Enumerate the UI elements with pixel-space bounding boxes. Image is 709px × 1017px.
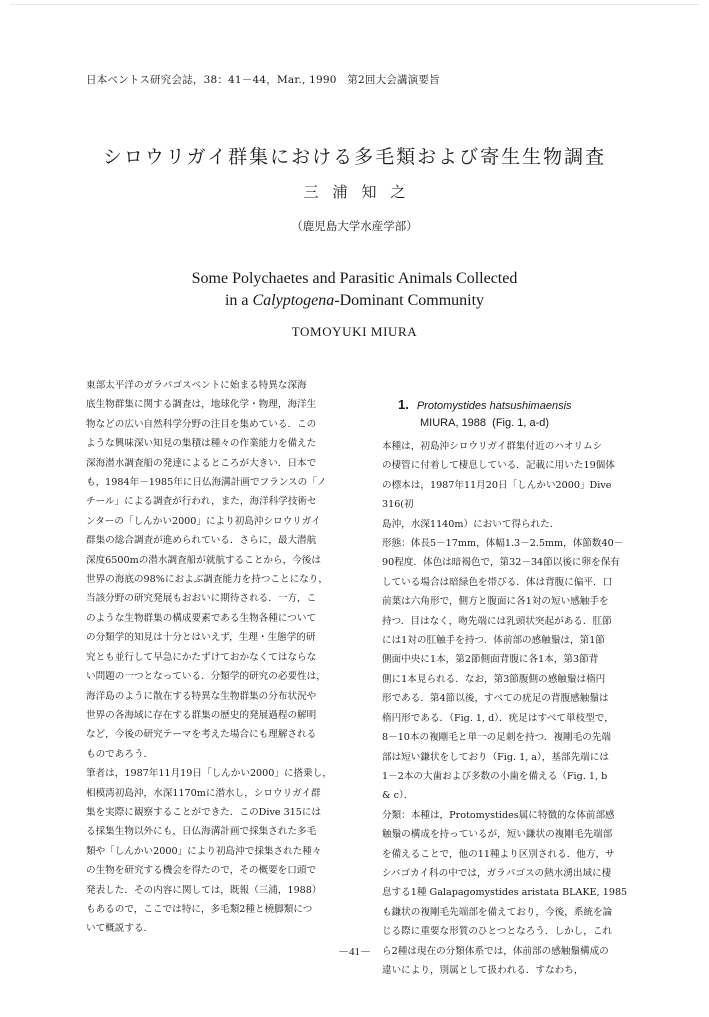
text-line: もあるので，ここでは特に，多毛類2種と橈脚類につ: [86, 903, 313, 915]
text-line: も鎌状の複剛毛先端部を備えており，今後，系統を論: [382, 906, 613, 918]
text-line: 世界の海底の98%におよぶ調査能力を持つことになり，: [86, 574, 328, 586]
top-rule: [10, 4, 699, 5]
text-line: 島沖，水深1140m）において得られた．: [382, 518, 560, 530]
text-line: 前葉は六角形で，側方と腹面に各1対の短い感触手を: [382, 596, 609, 608]
section-number: 1.: [398, 397, 409, 412]
text-line: の標本は，1987年11月20日「しんかい2000」Dive 316(初: [382, 479, 612, 511]
section-heading: [398, 396, 572, 432]
text-line: 楕円形である．（Fig. 1, d）．疣足はすべて単枝型で，: [382, 712, 614, 724]
text-line: 深度6500mの潜水調査船が就航することから，今後は: [86, 554, 321, 566]
text-line: 触鬚の構成を持っているが，短い鎌状の複剛毛先端部: [382, 829, 613, 841]
text-line: チール」による調査が行われ，また，海洋科学技術セ: [86, 496, 317, 508]
text-line: 1－2本の大歯および多数の小歯を備える（Fig. 1, b: [382, 770, 608, 782]
text-line: のような生物群集の構成要素である生物各種について: [86, 612, 317, 624]
text-line: ものであろう．: [86, 748, 154, 760]
text-line: 当該分野の研究発展もおおいに期待される．一方，こ: [86, 593, 317, 605]
left-column: [86, 376, 362, 939]
text-line: している場合は暗緑色を帯びる．体は背腹に偏平．口: [382, 576, 613, 588]
japanese-author: 三浦知之: [303, 183, 420, 201]
text-line: & c）．: [382, 790, 414, 802]
genus-italic: Calyptogena: [252, 292, 335, 309]
text-line: 側に1本見られる．なお，第3節腹側の感触鬚は楕円: [382, 673, 606, 685]
journal-header: 日本ベントス研究会誌，38：41－44，Mar., 1990 第2回大会講演要旨: [86, 74, 440, 86]
english-title-line1: Some Polychaetes and Parasitic Animals Collected: [191, 270, 518, 287]
text-line: 部は短い鎌状をしており（Fig. 1, a），基部先端には: [382, 751, 609, 763]
text-line: 分類：本種は，Protomystides属に特徴的な体前部感: [382, 809, 615, 821]
species-name: Protomystides hatsushimaensis: [416, 400, 572, 412]
text-line: 筆者は，1987年11月19日「しんかい2000」に搭乗し，: [86, 768, 332, 780]
text-line: 相模湾初島沖，水深1170mに潜水し，シロウリガイ群: [86, 787, 321, 799]
text-line: 物などの広い自然科学分野の注目を集めている．この: [86, 418, 317, 430]
text-line: 8－10本の複剛毛と単一の足刺を持つ．複剛毛の先端: [382, 732, 611, 744]
species-authority: MIURA, 1988 (Fig. 1, a-d): [420, 417, 550, 429]
page-number: －41－: [338, 946, 371, 958]
text-line: には1対の肛触手を持つ．体前部の感触鬚は，第1節: [382, 635, 605, 647]
text-line: 底生物群集に関する調査は，地球化学・物理，海洋生: [86, 399, 317, 411]
japanese-title: シロウリガイ群集における多毛類および寄生生物調査: [102, 146, 607, 168]
text-line: の分類学的知見は十分とはいえず，生理・生態学的研: [86, 632, 316, 644]
text-line: 東部太平洋のガラパゴスベントに始まる特異な深海: [86, 380, 307, 391]
right-column: [382, 437, 646, 980]
text-line: 世界の各海域に存在する群集の歴史的発展過程の解明: [86, 709, 317, 721]
text-line: ら2種は現在の分類体系では，体前部の感触鬚構成の: [382, 945, 609, 957]
text-line: ような興味深い知見の集積は種々の作業能力を備えた: [86, 438, 317, 450]
english-author: TOMOYUKI MIURA: [291, 324, 418, 339]
text-line: 究とも並行して早急にかたずけておかなくてはならな: [86, 651, 317, 663]
text-line: る採集生物以外にも，日仏海溝計画で採集された多毛: [86, 826, 317, 838]
text-line: 違いにより，別属として扱われる．すなわち，: [382, 964, 584, 976]
text-line: も，1984年－1985年に日仏海溝計画でフランスの「ノ: [86, 477, 327, 489]
text-line: 形態：体長5－17mm，体幅1.3－2.5mm，体節数40－: [382, 538, 624, 550]
text-line: など，今後の研究テーマを考えた場合にも理解される: [86, 729, 317, 741]
text-line: 本種は，初島沖シロウリガイ群集付近のハオリムシ: [382, 441, 603, 452]
english-title: [0, 268, 709, 312]
text-line: じる際に重要な形質のひとつとなろう．しかし，これ: [382, 926, 613, 938]
text-line: ンターの「しんかい2000」により初島沖シロウリガイ: [86, 515, 321, 527]
text-line: 類や「しんかい2000」により初島沖で採集された種々: [86, 845, 322, 857]
text-line: シバゴカイ科の中では，ガラパゴスの熱水湧出域に棲: [382, 867, 612, 879]
english-title-line2: in a Calyptogena-Dominant Community: [224, 292, 485, 309]
text-line: 発表した．その内容に関しては，既報（三浦，1988）: [86, 884, 322, 896]
text-line: を備えることで，他の11種より区別される．他方，サ: [382, 848, 615, 860]
text-line: 側面中央に1本，第2節側面背腹に各1本，第3節背: [382, 654, 599, 666]
affiliation: （鹿児島大学水産学部）: [291, 219, 418, 233]
text-line: 集を実際に観察することができた．このDive 315には: [86, 806, 322, 818]
text-line: 深海潜水調査船の発達によるところが大きい．日本で: [86, 457, 317, 469]
text-line: い問題の一つとなっている．分類学的研究の必要性は，: [86, 671, 326, 683]
text-line: 群集の総合調査が進められている．さらに，最大潜航: [86, 535, 317, 547]
text-line: 息する1種 Galapagomystides aristata BLAKE, 1985: [382, 887, 628, 899]
text-line: 持つ．目はなく，吻先端には乳頭状突起がある．肛節: [382, 615, 612, 627]
text-line: 90程度．体色は暗褐色で，第32－34節以後に卵を保有: [382, 557, 620, 569]
text-line: の生物を研究する機会を得たので，その概要を口頭で: [86, 865, 317, 877]
text-line: 海洋島のように散在する特異な生物群集の分布状況や: [86, 690, 317, 702]
text-line: 形である．第4節以後，すべての疣足の背腹感触鬚は: [382, 693, 609, 705]
text-line: の棲管に付着して棲息している．記載に用いた19個体: [382, 460, 615, 472]
text-line: いて概説する．: [86, 923, 154, 935]
